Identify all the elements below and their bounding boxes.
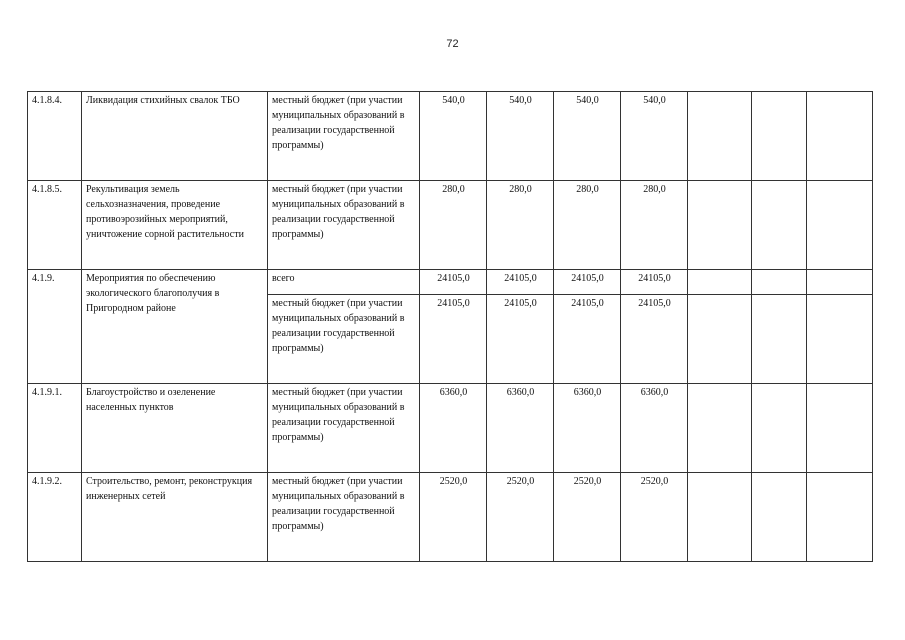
value-cell: 2520,0 bbox=[487, 473, 554, 562]
table-row bbox=[28, 384, 873, 473]
funding-source: местный бюджет (при участии муниципальных образований в реализации государственной программы) bbox=[268, 295, 420, 384]
row-code: 4.1.8.4. bbox=[28, 92, 82, 181]
value-cell: 24105,0 bbox=[487, 295, 554, 384]
value-cell: 280,0 bbox=[554, 181, 621, 270]
value-cell: 6360,0 bbox=[621, 384, 688, 473]
value-cell: 24105,0 bbox=[554, 295, 621, 384]
row-code: 4.1.9. bbox=[28, 270, 82, 384]
row-name: Мероприятия по обеспечению экологического благополучия в Пригородном районе bbox=[82, 270, 268, 384]
table-row bbox=[28, 181, 873, 270]
row-name: Рекультивация земель сельхозназначения, проведение противоэрозийных мероприятий, уничтожение сорной растительности bbox=[82, 181, 268, 270]
empty-cell bbox=[752, 92, 807, 181]
value-cell: 24105,0 bbox=[621, 295, 688, 384]
value-cell: 6360,0 bbox=[487, 384, 554, 473]
empty-cell bbox=[688, 473, 752, 562]
empty-cell bbox=[807, 473, 873, 562]
row-code: 4.1.9.2. bbox=[28, 473, 82, 562]
empty-cell bbox=[752, 473, 807, 562]
empty-cell bbox=[807, 270, 873, 295]
empty-cell bbox=[688, 295, 752, 384]
table-row bbox=[28, 473, 873, 562]
value-cell: 280,0 bbox=[621, 181, 688, 270]
value-cell: 2520,0 bbox=[554, 473, 621, 562]
value-cell: 540,0 bbox=[621, 92, 688, 181]
row-name: Благоустройство и озеленение населенных пунктов bbox=[82, 384, 268, 473]
empty-cell bbox=[807, 384, 873, 473]
empty-cell bbox=[807, 295, 873, 384]
funding-source: всего bbox=[268, 270, 420, 295]
value-cell: 280,0 bbox=[420, 181, 487, 270]
funding-source: местный бюджет (при участии муниципальных образований в реализации государственной программы) bbox=[268, 473, 420, 562]
row-code: 4.1.9.1. bbox=[28, 384, 82, 473]
value-cell: 540,0 bbox=[487, 92, 554, 181]
value-cell: 2520,0 bbox=[621, 473, 688, 562]
value-cell: 540,0 bbox=[420, 92, 487, 181]
value-cell: 24105,0 bbox=[621, 270, 688, 295]
value-cell: 2520,0 bbox=[420, 473, 487, 562]
funding-source: местный бюджет (при участии муниципальных образований в реализации государственной программы) bbox=[268, 181, 420, 270]
budget-table bbox=[27, 91, 873, 562]
row-name: Ликвидация стихийных свалок ТБО bbox=[82, 92, 268, 181]
empty-cell bbox=[688, 92, 752, 181]
empty-cell bbox=[688, 384, 752, 473]
page-number: 72 bbox=[446, 38, 459, 50]
value-cell: 24105,0 bbox=[487, 270, 554, 295]
empty-cell bbox=[752, 384, 807, 473]
empty-cell bbox=[807, 181, 873, 270]
value-cell: 24105,0 bbox=[420, 295, 487, 384]
empty-cell bbox=[752, 295, 807, 384]
value-cell: 540,0 bbox=[554, 92, 621, 181]
table-row bbox=[28, 92, 873, 181]
value-cell: 280,0 bbox=[487, 181, 554, 270]
funding-source: местный бюджет (при участии муниципальных образований в реализации государственной программы) bbox=[268, 92, 420, 181]
row-code: 4.1.8.5. bbox=[28, 181, 82, 270]
value-cell: 6360,0 bbox=[420, 384, 487, 473]
value-cell: 24105,0 bbox=[420, 270, 487, 295]
empty-cell bbox=[688, 181, 752, 270]
empty-cell bbox=[752, 181, 807, 270]
row-name: Строительство, ремонт, реконструкция инженерных сетей bbox=[82, 473, 268, 562]
funding-source: местный бюджет (при участии муниципальных образований в реализации государственной программы) bbox=[268, 384, 420, 473]
value-cell: 6360,0 bbox=[554, 384, 621, 473]
empty-cell bbox=[688, 270, 752, 295]
value-cell: 24105,0 bbox=[554, 270, 621, 295]
empty-cell bbox=[752, 270, 807, 295]
table-row bbox=[28, 270, 873, 295]
empty-cell bbox=[807, 92, 873, 181]
